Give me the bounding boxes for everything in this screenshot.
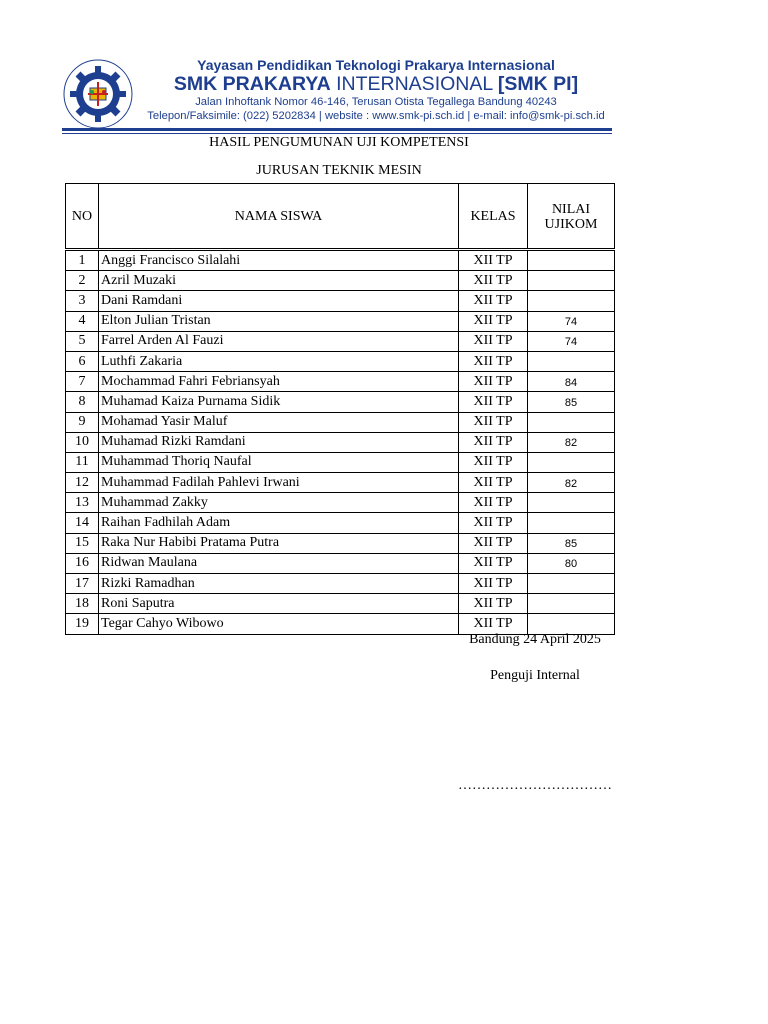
school-name-bold: SMK PRAKARYA [173,73,331,95]
cell-nilai [528,493,615,513]
school-name [138,73,614,95]
cell-no: 14 [66,513,99,533]
table-body [66,250,615,635]
cell-no: 7 [66,372,99,392]
cell-name: Ridwan Maulana [99,553,459,573]
cell-nilai [528,250,615,271]
table-row [66,291,615,311]
table-row [66,533,615,553]
cell-nilai: 74 [528,311,615,331]
table-row [66,392,615,412]
table-row [66,311,615,331]
cell-kelas: XII TP [459,553,528,573]
signature-line: …………………………… [458,778,612,793]
cell-name: Raka Nur Habibi Pratama Putra [99,533,459,553]
cell-kelas: XII TP [459,594,528,614]
cell-nilai: 80 [528,553,615,573]
header-kelas: KELAS [459,184,528,250]
cell-no: 19 [66,614,99,634]
letterhead-text [138,54,614,123]
cell-nilai [528,351,615,371]
table-row [66,412,615,432]
cell-name: Mochammad Fahri Febriansyah [99,372,459,392]
cell-nilai: 85 [528,533,615,553]
cell-nilai [528,412,615,432]
header-nilai [528,184,615,250]
table-row [66,351,615,371]
table-row [66,574,615,594]
table-row [66,493,615,513]
cell-kelas: XII TP [459,432,528,452]
cell-kelas: XII TP [459,614,528,634]
school-abbreviation: [SMK PI] [497,73,579,95]
cell-nilai [528,574,615,594]
cell-no: 18 [66,594,99,614]
cell-kelas: XII TP [459,291,528,311]
cell-kelas: XII TP [459,351,528,371]
cell-kelas: XII TP [459,513,528,533]
table-row [66,271,615,291]
table-header-row [66,184,615,250]
cell-no: 15 [66,533,99,553]
cell-name: Raihan Fadhilah Adam [99,513,459,533]
cell-no: 12 [66,473,99,493]
cell-name: Dani Ramdani [99,291,459,311]
cell-no: 17 [66,574,99,594]
cell-no: 4 [66,311,99,331]
letterhead-rule-thin [62,133,612,134]
table-row [66,452,615,472]
cell-kelas: XII TP [459,533,528,553]
cell-nilai [528,271,615,291]
cell-name: Roni Saputra [99,594,459,614]
signature-role: Penguji Internal [490,668,580,683]
cell-no: 6 [66,351,99,371]
table-row [66,513,615,533]
cell-name: Mohamad Yasir Maluf [99,412,459,432]
cell-name: Muhammad Fadilah Pahlevi Irwani [99,473,459,493]
school-address: Jalan Inhoftank Nomor 46-146, Terusan Otista Tegallega Bandung 40243 [195,96,557,108]
header-nilai-line1: NILAI [551,202,591,217]
letterhead [62,54,614,136]
school-logo [62,58,134,130]
header-no: NO [66,184,99,250]
cell-kelas: XII TP [459,250,528,271]
cell-name: Muhammad Zakky [99,493,459,513]
header-nilai-line2: UJIKOM [544,217,598,232]
cell-nilai: 85 [528,392,615,412]
cell-kelas: XII TP [459,574,528,594]
letterhead-rule-thick [62,128,612,131]
cell-name: Tegar Cahyo Wibowo [99,614,459,634]
table-row [66,473,615,493]
cell-name: Muhamad Rizki Ramdani [99,432,459,452]
cell-nilai [528,594,615,614]
table-row [66,250,615,271]
cell-no: 2 [66,271,99,291]
table-row [66,331,615,351]
cell-nilai: 84 [528,372,615,392]
school-name-regular: INTERNASIONAL [336,73,493,95]
cell-no: 11 [66,452,99,472]
cell-kelas: XII TP [459,412,528,432]
cell-no: 10 [66,432,99,452]
cell-nilai [528,513,615,533]
cell-kelas: XII TP [459,452,528,472]
signature-date: Bandung 24 April 2025 [469,632,601,647]
cell-no: 1 [66,250,99,271]
results-table [65,183,615,635]
cell-nilai: 82 [528,432,615,452]
cell-name: Luthfi Zakaria [99,351,459,371]
cell-name: Muhamad Kaiza Purnama Sidik [99,392,459,412]
cell-no: 13 [66,493,99,513]
cell-kelas: XII TP [459,473,528,493]
school-contact: Telepon/Faksimile: (022) 5202834 | website : www.smk-pi.sch.id | e-mail: info@smk-pi.sch.id [147,110,605,122]
cell-nilai: 74 [528,331,615,351]
cell-no: 9 [66,412,99,432]
document-title: HASIL PENGUMUNAN UJI KOMPETENSI [209,135,469,150]
table-row [66,553,615,573]
table-row [66,594,615,614]
cell-nilai [528,291,615,311]
cell-kelas: XII TP [459,372,528,392]
cell-kelas: XII TP [459,493,528,513]
cell-name: Muhammad Thoriq Naufal [99,452,459,472]
table-row [66,372,615,392]
cell-kelas: XII TP [459,311,528,331]
cell-nilai: 82 [528,473,615,493]
cell-no: 8 [66,392,99,412]
cell-name: Farrel Arden Al Fauzi [99,331,459,351]
cell-name: Anggi Francisco Silalahi [99,250,459,271]
cell-nilai [528,452,615,472]
cell-name: Elton Julian Tristan [99,311,459,331]
cell-name: Azril Muzaki [99,271,459,291]
header-name: NAMA SISWA [99,184,459,250]
cell-kelas: XII TP [459,271,528,291]
foundation-name: Yayasan Pendidikan Teknologi Prakarya Internasional [197,57,555,73]
cell-no: 5 [66,331,99,351]
document-subtitle: JURUSAN TEKNIK MESIN [256,163,422,178]
cell-no: 3 [66,291,99,311]
cell-kelas: XII TP [459,331,528,351]
cell-name: Rizki Ramadhan [99,574,459,594]
cell-kelas: XII TP [459,392,528,412]
cell-no: 16 [66,553,99,573]
table-row [66,432,615,452]
